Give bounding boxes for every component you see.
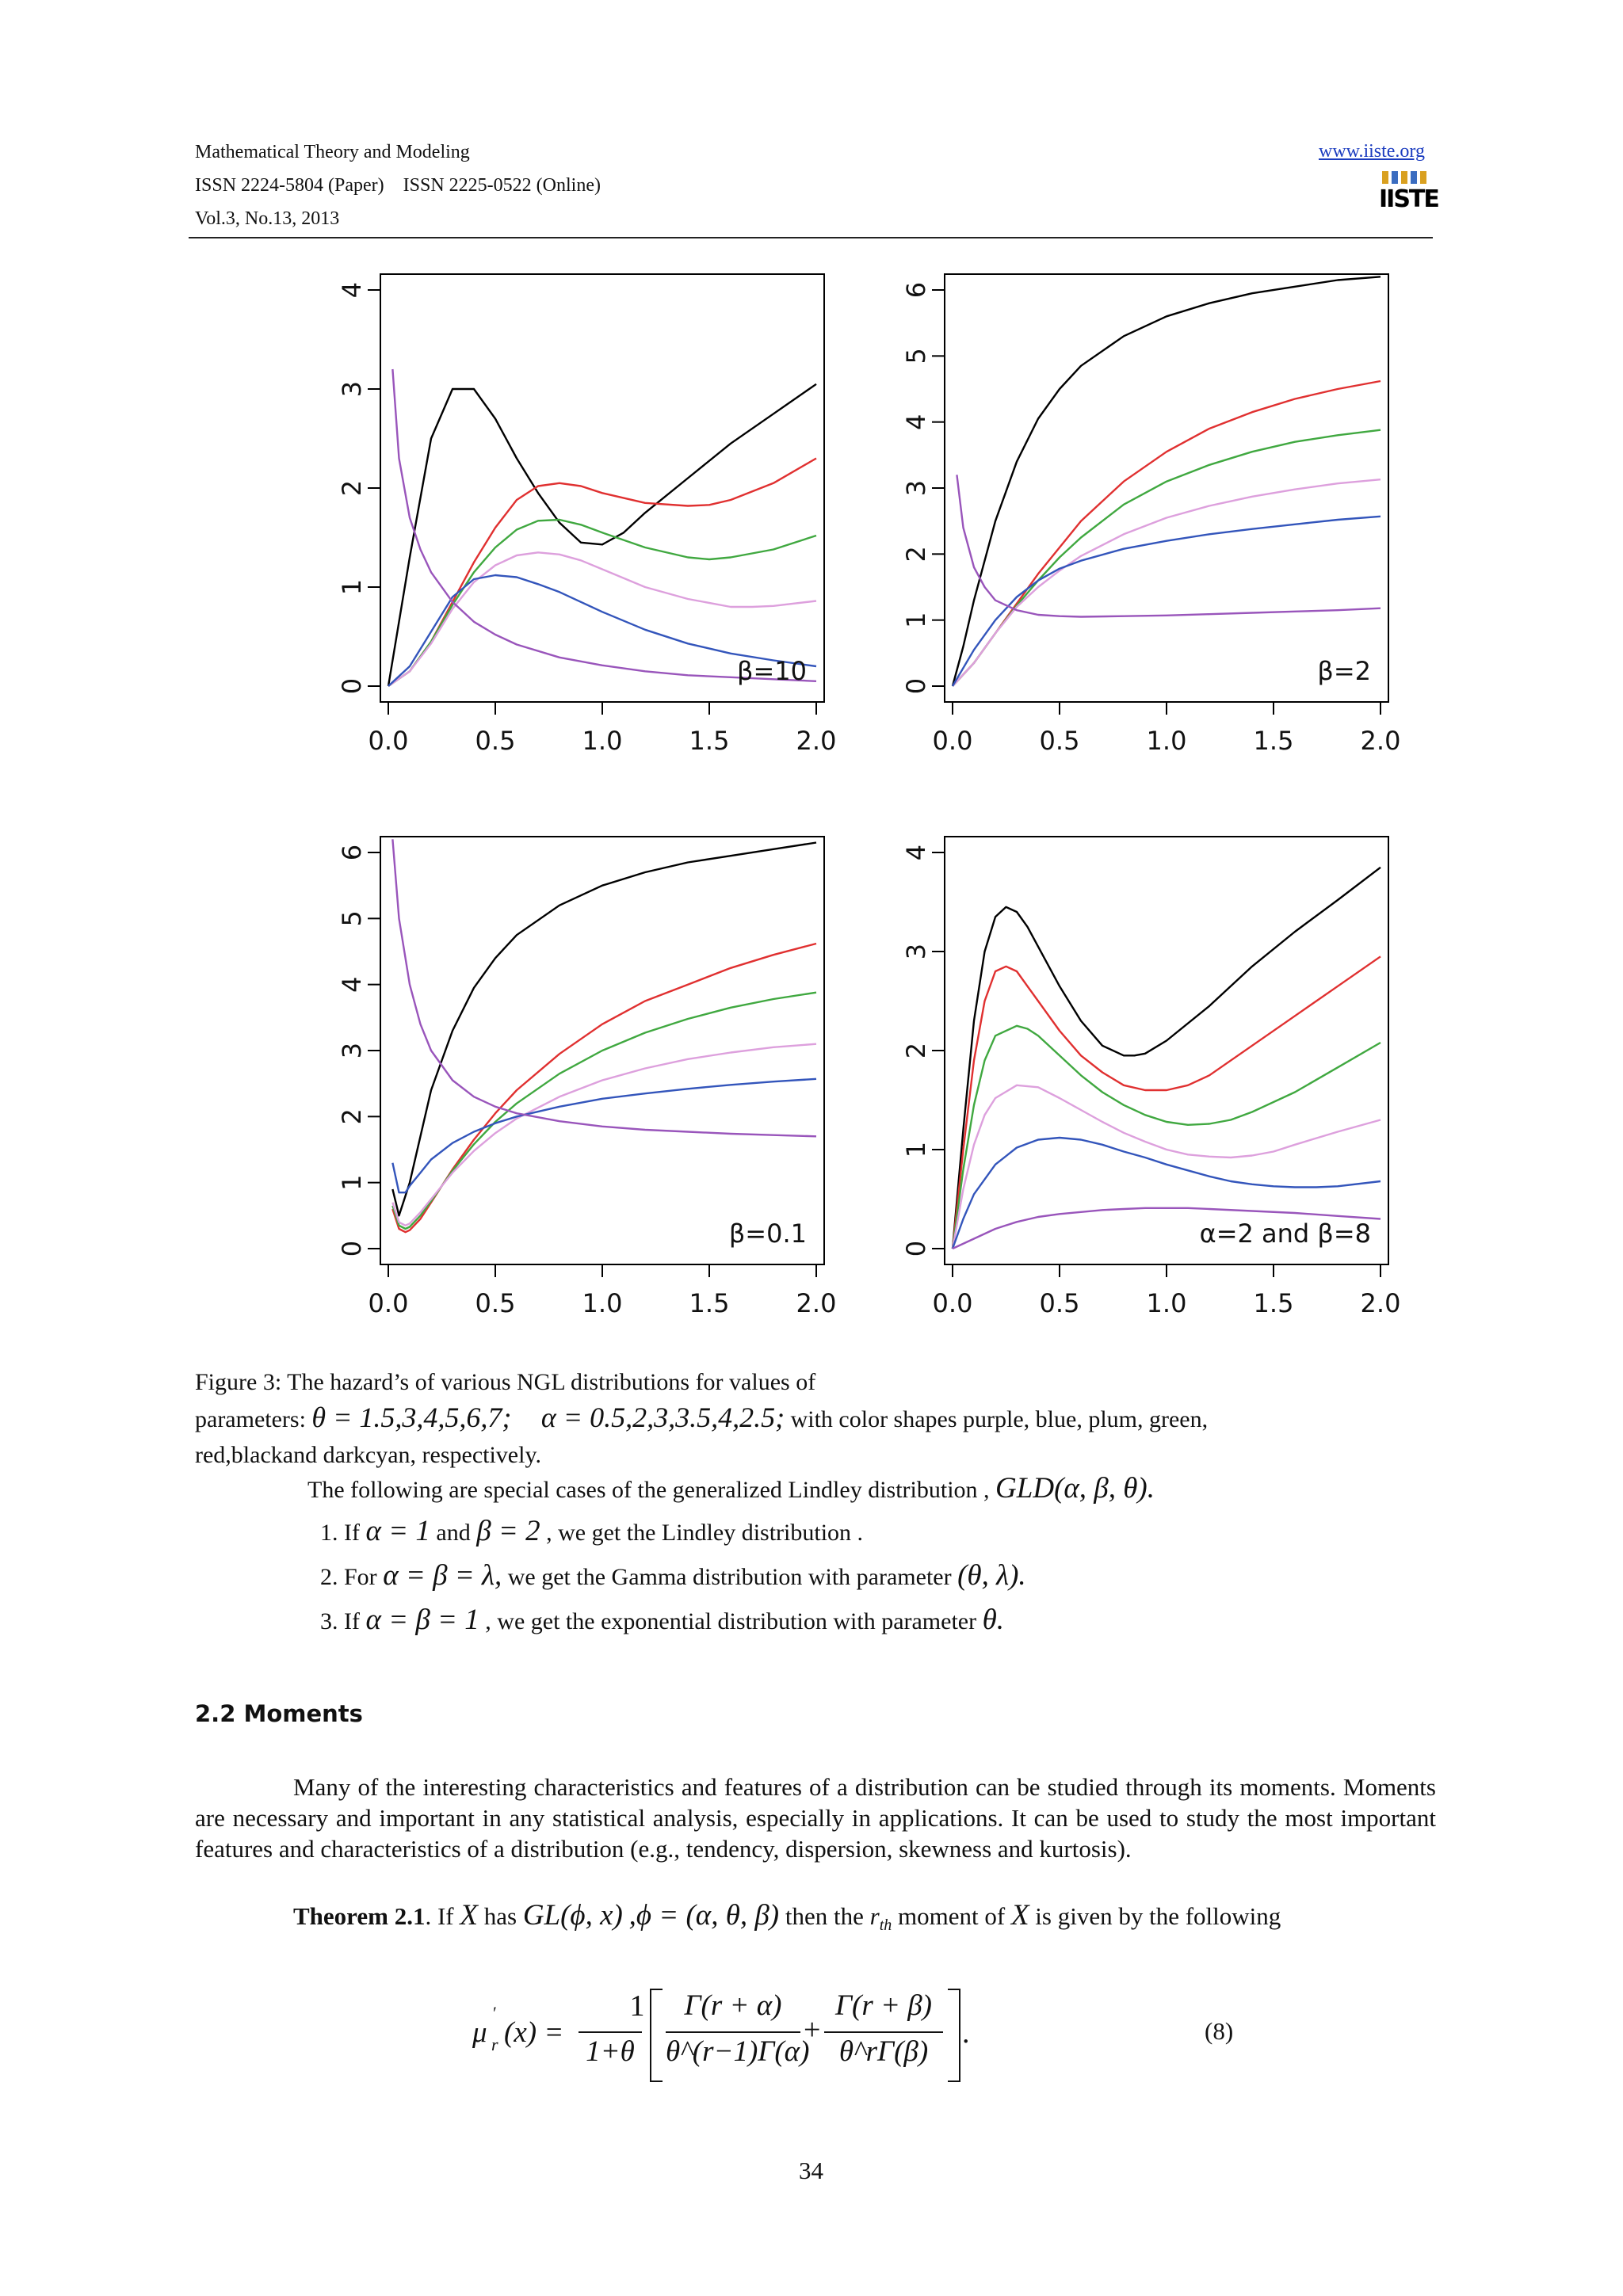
caption-params-label: parameters:: [195, 1406, 306, 1432]
series-line-2: [392, 993, 816, 1229]
eq-right-bracket: [948, 1989, 960, 2082]
special-cases-intro-text: The following are special cases of the generalized Lindley distribution ,: [307, 1477, 990, 1503]
eq-frac1-den: 1+θ: [586, 2035, 635, 2068]
list-math: (θ, λ).: [957, 1559, 1026, 1592]
y-tick-label: 3: [337, 380, 367, 398]
y-tick-label: 2: [901, 1042, 931, 1059]
x-tick-label: 2.0: [796, 726, 837, 756]
x-tick-label: 2.0: [1360, 1288, 1401, 1318]
x-tick-label: 0.5: [1039, 1288, 1080, 1318]
series-line-1: [953, 956, 1381, 1249]
journal-title: Mathematical Theory and Modeling: [195, 142, 470, 162]
eq-period: .: [962, 2016, 970, 2050]
series-line-4: [392, 1079, 816, 1192]
eq-frac1-num: 1: [629, 1989, 645, 2023]
y-tick-label: 1: [337, 1174, 367, 1191]
y-tick-label: 2: [901, 546, 931, 563]
eq-frac1-bar: [579, 2031, 642, 2033]
caption-colors: with color shapes purple, blue, plum, green,: [790, 1406, 1209, 1432]
eq-frac2-bar: [666, 2031, 800, 2033]
x-tick-label: 0.0: [368, 726, 409, 756]
series-line-5: [392, 369, 816, 681]
section-paragraph: Many of the interesting characteristics and features of a distribution can be studied through its moments. Moments are necessary and important in any statistical analysis, especially in applications. It can be used to study the most important features and characteristics of a distribution (e.g., tendency, dispersion, skewness and kurtosis).: [195, 1773, 1436, 1863]
theorem-label: Theorem 2.1: [293, 1902, 426, 1930]
caption-line-1: Figure 3: The hazard’s of various NGL distributions for values of: [195, 1369, 816, 1395]
y-tick-label: 4: [337, 281, 367, 299]
y-tick-label: 1: [337, 578, 367, 596]
series-group: [392, 839, 816, 1232]
x-tick-label: 0.5: [1039, 726, 1080, 756]
list-text: , we get the Lindley distribution .: [546, 1520, 864, 1546]
list-math: β = 2: [476, 1515, 540, 1547]
theorem-text: has: [483, 1902, 517, 1930]
x-tick-label: 1.0: [582, 726, 623, 756]
list-text: If: [344, 1520, 360, 1546]
theorem-text: moment of: [898, 1902, 1006, 1930]
eq-mu: μ: [472, 2016, 487, 2049]
iiste-logo-text: IISTE: [1379, 185, 1438, 213]
series-line-1: [388, 459, 816, 687]
hazard-chart-beta-2: [881, 269, 1404, 792]
y-tick-label: 1: [901, 612, 931, 628]
plot-frame: [945, 837, 1388, 1264]
eq-frac3-bar: [824, 2031, 943, 2033]
theorem-math: ,ϕ = (α, θ, β): [628, 1899, 780, 1932]
theorem-text: then the: [785, 1902, 864, 1930]
issn-line: ISSN 2224-5804 (Paper) ISSN 2225-0522 (Online): [195, 175, 601, 196]
section-heading: 2.2 Moments: [195, 1700, 363, 1727]
theorem-math: GL(ϕ, x): [522, 1899, 623, 1932]
figure-caption: [195, 1364, 1439, 1473]
x-tick-label: 1.5: [689, 1288, 730, 1318]
theorem-text: is given by the: [1035, 1902, 1179, 1930]
eq-plus: +: [804, 2013, 821, 2046]
hazard-chart-beta-0-1: [317, 832, 840, 1355]
x-tick-label: 0.0: [932, 1288, 973, 1318]
series-group: [388, 369, 816, 686]
y-tick-label: 3: [337, 1042, 367, 1059]
y-tick-label: 2: [337, 479, 367, 497]
iiste-logo: [1379, 170, 1438, 227]
y-tick-label: 5: [901, 348, 931, 364]
x-tick-label: 0.5: [475, 1288, 516, 1318]
x-tick-label: 1.5: [1253, 726, 1294, 756]
plot-frame: [945, 274, 1388, 702]
theorem-math: X: [460, 1899, 478, 1932]
eq-frac2-den: θ^(r−1)Γ(α): [666, 2035, 810, 2068]
theorem-math: X: [1010, 1899, 1029, 1932]
y-tick-label: 0: [901, 1240, 931, 1257]
eq-frac3-den: θ^rΓ(β): [838, 2035, 929, 2068]
special-cases-intro: [307, 1470, 1155, 1508]
series-line-2: [953, 430, 1381, 686]
x-tick-label: 2.0: [796, 1288, 837, 1318]
list-number: 3.: [320, 1608, 338, 1634]
eq-frac3-num: Γ(r + β): [835, 1989, 932, 2022]
plot-frame: [380, 274, 824, 702]
list-math: α = 1: [365, 1515, 430, 1547]
equation-number: (8): [1205, 2017, 1234, 2045]
series-group: [953, 277, 1381, 686]
list-text: If: [344, 1608, 360, 1634]
series-line-0: [388, 384, 816, 686]
moment-equation: [472, 1989, 1027, 2084]
caption-theta-values: θ = 1.5,3,4,5,6,7;: [311, 1402, 512, 1433]
caption-line-3: red,blackand darkcyan, respectively.: [195, 1442, 542, 1468]
y-tick-label: 3: [901, 479, 931, 497]
list-text: , we get the exponential distribution with parameter: [485, 1608, 977, 1634]
eq-arg: (x) =: [504, 2016, 564, 2049]
y-tick-label: 1: [901, 1141, 931, 1158]
series-line-1: [953, 381, 1381, 686]
hazard-chart-beta-10: [317, 269, 840, 792]
list-math: α = β = λ,: [383, 1559, 502, 1592]
list-math: θ.: [982, 1604, 1005, 1636]
special-cases-gld: GLD(α, β, θ).: [995, 1472, 1155, 1505]
theorem-math: th: [879, 1917, 892, 1935]
series-line-0: [392, 843, 816, 1216]
series-line-4: [953, 517, 1381, 686]
x-tick-label: 0.0: [368, 1288, 409, 1318]
list-text: and: [436, 1520, 471, 1546]
chart-annotation: α=2 and β=8: [1199, 1219, 1371, 1249]
special-case-3: [320, 1602, 1004, 1639]
series-line-0: [953, 868, 1381, 1249]
series-line-1: [392, 944, 816, 1232]
y-tick-label: 0: [337, 677, 367, 695]
list-number: 1.: [320, 1520, 338, 1546]
y-tick-label: 3: [901, 943, 931, 960]
x-tick-label: 1.5: [689, 726, 730, 756]
hazard-chart-alpha-2-beta-8: [881, 832, 1404, 1355]
special-case-2: [320, 1558, 1026, 1595]
chart-annotation: β=10: [737, 656, 807, 686]
list-text: we get the Gamma distribution with parameter: [507, 1564, 952, 1590]
x-tick-label: 1.0: [1146, 1288, 1187, 1318]
series-line-5: [392, 839, 816, 1136]
chart-annotation: β=2: [1317, 656, 1371, 686]
list-number: 2.: [320, 1564, 338, 1590]
y-tick-label: 6: [337, 844, 367, 861]
list-math: α = β = 1: [365, 1604, 479, 1636]
theorem-math: r: [869, 1902, 880, 1930]
list-text: For: [344, 1564, 377, 1590]
x-tick-label: 1.5: [1253, 1288, 1294, 1318]
series-line-5: [957, 475, 1381, 616]
theorem-text: following: [1185, 1902, 1281, 1930]
x-tick-label: 1.0: [582, 1288, 623, 1318]
special-case-1: [320, 1513, 863, 1550]
header-rule: [189, 237, 1433, 238]
chart-annotation: β=0.1: [728, 1219, 807, 1249]
caption-alpha-values: α = 0.5,2,3,3.5,4,2.5;: [540, 1402, 785, 1433]
series-group: [953, 868, 1381, 1249]
eq-sub: r: [491, 2035, 498, 2054]
x-tick-label: 2.0: [1360, 726, 1401, 756]
theorem-text: . If: [425, 1902, 454, 1930]
y-tick-label: 4: [901, 414, 931, 430]
y-tick-label: 0: [337, 1240, 367, 1257]
eq-left-bracket: [650, 1989, 663, 2082]
website-link[interactable]: www.iiste.org: [1319, 141, 1425, 162]
theorem: [195, 1900, 1436, 1941]
y-tick-label: 6: [901, 281, 931, 299]
x-tick-label: 1.0: [1146, 726, 1187, 756]
y-tick-label: 4: [901, 844, 931, 861]
y-tick-label: 4: [337, 976, 367, 993]
page-number: 34: [799, 2157, 823, 2184]
eq-prime: ′: [493, 2003, 497, 2023]
eq-frac2-num: Γ(r + α): [684, 1989, 782, 2022]
caption-line-2: [195, 1400, 1439, 1437]
x-tick-label: 0.0: [932, 726, 973, 756]
y-tick-label: 5: [337, 910, 367, 927]
y-tick-label: 0: [901, 677, 931, 695]
series-line-3: [953, 479, 1381, 686]
volume-line: Vol.3, No.13, 2013: [195, 208, 340, 229]
x-tick-label: 0.5: [475, 726, 516, 756]
y-tick-label: 2: [337, 1108, 367, 1125]
